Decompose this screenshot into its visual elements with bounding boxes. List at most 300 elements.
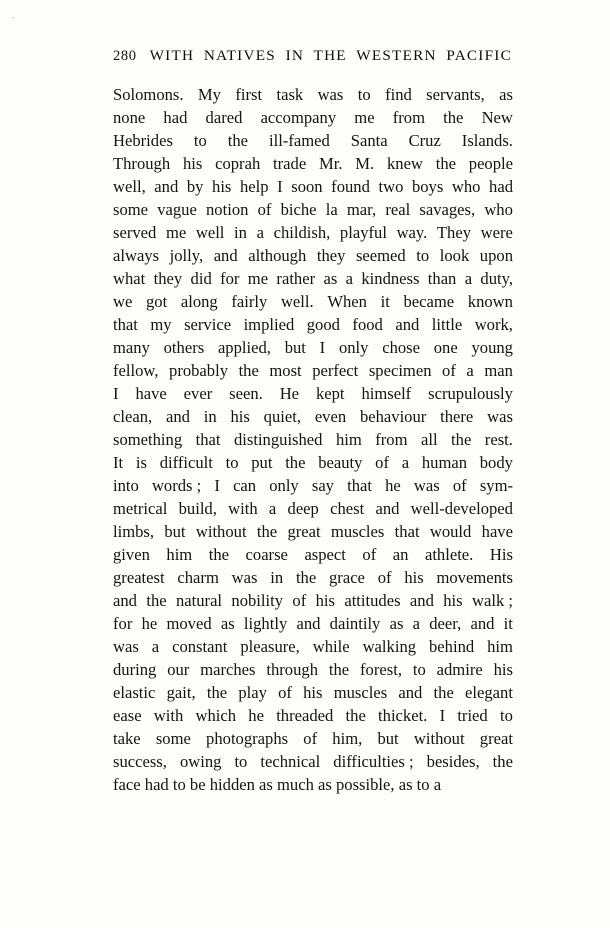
text-word: only bbox=[269, 476, 299, 495]
text-word: the bbox=[238, 361, 259, 380]
text-word: muscles bbox=[333, 683, 388, 702]
text-word: trade bbox=[273, 154, 307, 173]
text-word: with bbox=[153, 706, 184, 725]
text-word: moved bbox=[166, 614, 212, 633]
text-word: greatest bbox=[113, 568, 165, 587]
text-word: a bbox=[466, 361, 474, 380]
text-line bbox=[113, 474, 513, 497]
text-word: movements bbox=[436, 568, 513, 587]
text-word: me bbox=[247, 269, 269, 288]
text-word: as bbox=[220, 614, 235, 633]
text-word: there bbox=[440, 407, 474, 426]
text-line bbox=[113, 405, 513, 428]
text-word: Hebrides bbox=[113, 131, 173, 150]
text-word: playful bbox=[339, 223, 387, 242]
text-word: for bbox=[220, 269, 240, 288]
text-word: as bbox=[323, 269, 338, 288]
text-word: and bbox=[113, 591, 137, 610]
text-word: young bbox=[471, 338, 513, 357]
text-word: his bbox=[315, 591, 335, 610]
text-word: service bbox=[184, 315, 232, 334]
text-line: face had to be hidden as much as possible, as to a bbox=[113, 775, 442, 794]
text-word: through bbox=[266, 660, 318, 679]
text-line bbox=[113, 198, 513, 221]
text-word: a bbox=[412, 614, 420, 633]
text-line bbox=[113, 681, 513, 704]
text-word: have bbox=[481, 522, 513, 541]
text-word: forest, bbox=[360, 660, 402, 679]
text-word: was bbox=[231, 568, 258, 587]
text-word: boys bbox=[411, 177, 444, 196]
text-word: his bbox=[230, 407, 250, 426]
text-word: and bbox=[375, 499, 400, 518]
text-word: kindness bbox=[361, 269, 420, 288]
text-word: savages, bbox=[419, 200, 476, 219]
text-line bbox=[113, 451, 513, 474]
text-word: quiet, bbox=[263, 407, 301, 426]
text-word: have bbox=[135, 384, 167, 403]
text-word: of bbox=[278, 683, 292, 702]
text-word: human bbox=[421, 453, 468, 472]
text-word: accompany bbox=[260, 108, 337, 127]
text-word: seemed bbox=[355, 246, 406, 265]
text-word: M. bbox=[355, 154, 375, 173]
text-word: difficult bbox=[159, 453, 213, 472]
text-word: of bbox=[442, 361, 456, 380]
text-word: build, bbox=[178, 499, 217, 518]
text-word: deer, bbox=[429, 614, 462, 633]
text-word: a bbox=[464, 269, 473, 288]
text-word: chest bbox=[330, 499, 365, 518]
text-line bbox=[113, 382, 513, 405]
text-word: of bbox=[362, 545, 377, 564]
text-word: owing bbox=[179, 752, 222, 771]
text-word: servants, bbox=[426, 85, 485, 104]
text-word: pleasure, bbox=[240, 637, 300, 656]
text-word: to bbox=[499, 706, 513, 725]
text-word: take bbox=[113, 729, 141, 748]
text-word: than bbox=[427, 269, 457, 288]
text-line bbox=[113, 221, 513, 244]
text-line bbox=[113, 727, 513, 750]
text-word: tried bbox=[457, 706, 488, 725]
text-word: charm bbox=[177, 568, 219, 587]
text-word: what bbox=[113, 269, 146, 288]
text-word: as bbox=[389, 614, 404, 633]
text-word: Cruz bbox=[408, 131, 441, 150]
text-word: to bbox=[416, 246, 430, 265]
text-word: limbs, bbox=[113, 522, 155, 541]
text-word: of bbox=[377, 568, 392, 587]
text-word: into bbox=[113, 476, 139, 495]
text-line bbox=[113, 750, 513, 773]
text-word: from bbox=[375, 430, 408, 449]
text-word: and bbox=[395, 315, 420, 334]
text-line bbox=[113, 106, 513, 129]
text-word: but bbox=[377, 729, 399, 748]
text-word: during bbox=[113, 660, 157, 679]
text-word: scrupulously bbox=[428, 384, 513, 403]
text-word: He bbox=[279, 384, 300, 403]
text-word: threaded bbox=[276, 706, 334, 725]
text-word: duty, bbox=[480, 269, 513, 288]
text-word: his bbox=[182, 154, 203, 173]
text-word: difficulties ; bbox=[333, 752, 414, 771]
text-word: the bbox=[492, 752, 513, 771]
text-word: My bbox=[197, 85, 221, 104]
text-word: a bbox=[256, 223, 264, 242]
text-word: the bbox=[451, 430, 472, 449]
text-word: served bbox=[113, 223, 157, 242]
text-word: well, bbox=[113, 177, 146, 196]
text-word: and bbox=[409, 591, 434, 610]
text-line bbox=[113, 704, 513, 727]
text-word: well bbox=[195, 223, 225, 242]
text-word: with bbox=[228, 499, 258, 518]
body-text-block bbox=[113, 83, 513, 796]
text-word: great bbox=[479, 729, 513, 748]
text-word: kept bbox=[315, 384, 345, 403]
text-word: had bbox=[489, 177, 513, 196]
text-word: notion bbox=[206, 200, 249, 219]
text-word: of bbox=[375, 453, 389, 472]
text-word: constant bbox=[172, 637, 228, 656]
text-word: well. bbox=[280, 292, 314, 311]
text-word: say bbox=[311, 476, 334, 495]
text-word: way. bbox=[396, 223, 428, 242]
text-word: none bbox=[113, 108, 146, 127]
text-word: aspect bbox=[304, 545, 346, 564]
text-word: got bbox=[146, 292, 168, 311]
text-word: probably bbox=[169, 361, 229, 380]
text-line bbox=[113, 129, 513, 152]
text-word: fairly bbox=[231, 292, 268, 311]
text-word: given bbox=[113, 545, 150, 564]
text-word: to bbox=[412, 660, 426, 679]
text-word: It bbox=[113, 453, 124, 472]
text-word: the bbox=[295, 568, 317, 587]
text-word: but bbox=[284, 338, 306, 357]
text-word: I bbox=[319, 338, 326, 357]
text-word: well-developed bbox=[410, 499, 513, 518]
text-word: implied bbox=[243, 315, 295, 334]
text-word: I bbox=[214, 476, 220, 495]
text-word: some bbox=[155, 729, 191, 748]
text-word: words ; bbox=[151, 476, 202, 495]
text-word: himself bbox=[361, 384, 412, 403]
text-word: would bbox=[429, 522, 472, 541]
text-word: others bbox=[163, 338, 205, 357]
text-word: the bbox=[345, 706, 366, 725]
text-word: coprah bbox=[215, 154, 261, 173]
text-line bbox=[113, 566, 513, 589]
text-line bbox=[113, 635, 513, 658]
text-word: him bbox=[487, 637, 513, 656]
text-word: ill-famed bbox=[268, 131, 330, 150]
text-word: sym- bbox=[479, 476, 513, 495]
text-word: dared bbox=[205, 108, 243, 127]
text-word: although bbox=[248, 246, 307, 265]
text-word: applied, bbox=[217, 338, 271, 357]
text-word: me bbox=[354, 108, 375, 127]
text-word: His bbox=[489, 545, 513, 564]
text-word: something bbox=[113, 430, 183, 449]
text-word: the bbox=[208, 545, 230, 564]
text-word: success, bbox=[113, 752, 167, 771]
text-word: knew bbox=[386, 154, 423, 173]
text-line bbox=[113, 543, 513, 566]
text-word: to bbox=[234, 752, 248, 771]
text-word: Mr. bbox=[318, 154, 343, 173]
text-word: to bbox=[357, 85, 371, 104]
text-word: fellow, bbox=[113, 361, 159, 380]
text-word: first bbox=[235, 85, 263, 104]
text-word: was bbox=[413, 476, 440, 495]
text-word: his bbox=[493, 660, 513, 679]
text-word: chose bbox=[382, 338, 420, 357]
text-word: the bbox=[285, 453, 306, 472]
text-word: New bbox=[481, 108, 513, 127]
text-word: the bbox=[435, 154, 456, 173]
text-word: elastic bbox=[113, 683, 156, 702]
text-word: our bbox=[167, 660, 190, 679]
text-word: nobility bbox=[231, 591, 284, 610]
text-line bbox=[113, 267, 513, 290]
text-word: real bbox=[385, 200, 411, 219]
text-word: of bbox=[257, 200, 272, 219]
text-word: good bbox=[306, 315, 340, 334]
text-word: little bbox=[431, 315, 463, 334]
text-line bbox=[113, 336, 513, 359]
text-word: some bbox=[113, 200, 149, 219]
text-word: he bbox=[141, 614, 158, 633]
text-word: find bbox=[385, 85, 412, 104]
text-word: as bbox=[499, 85, 513, 104]
text-word: that bbox=[195, 430, 221, 449]
text-word: Santa bbox=[350, 131, 388, 150]
text-word: one bbox=[433, 338, 458, 357]
text-word: attitudes bbox=[344, 591, 401, 610]
text-word: When bbox=[327, 292, 367, 311]
text-word: distinguished bbox=[233, 430, 323, 449]
text-word: Solomons. bbox=[113, 85, 184, 104]
text-word: seen. bbox=[229, 384, 263, 403]
text-line bbox=[113, 290, 513, 313]
text-word: walking bbox=[362, 637, 417, 656]
text-word: without bbox=[195, 522, 247, 541]
text-line bbox=[113, 313, 513, 336]
text-word: that bbox=[394, 522, 420, 541]
text-word: mar, bbox=[346, 200, 377, 219]
text-word: childish, bbox=[273, 223, 331, 242]
text-word: clean, bbox=[113, 407, 153, 426]
text-word: admire bbox=[436, 660, 483, 679]
text-word: but bbox=[164, 522, 186, 541]
text-line bbox=[113, 520, 513, 543]
text-word: food bbox=[352, 315, 383, 334]
text-word: behind bbox=[429, 637, 475, 656]
text-word: and bbox=[470, 614, 495, 633]
text-word: it bbox=[503, 614, 513, 633]
text-word: for bbox=[113, 614, 133, 633]
text-line bbox=[113, 175, 513, 198]
text-word: without bbox=[413, 729, 465, 748]
text-word: people bbox=[468, 154, 513, 173]
text-line bbox=[113, 612, 513, 635]
text-word: besides, bbox=[426, 752, 480, 771]
text-word: his bbox=[303, 683, 323, 702]
running-head bbox=[113, 47, 512, 65]
text-word: the bbox=[328, 660, 350, 679]
text-word: work, bbox=[474, 315, 513, 334]
text-line bbox=[113, 244, 513, 267]
text-word: athlete. bbox=[424, 545, 474, 564]
text-word: look bbox=[439, 246, 470, 265]
text-line bbox=[113, 658, 513, 681]
text-line bbox=[113, 359, 513, 382]
text-word: while bbox=[312, 637, 350, 656]
text-word: is bbox=[135, 453, 147, 472]
text-word: natural bbox=[175, 591, 223, 610]
text-word: grace bbox=[329, 568, 365, 587]
text-word: two bbox=[378, 177, 404, 196]
text-word: most bbox=[269, 361, 302, 380]
text-word: the bbox=[443, 108, 464, 127]
text-word: in bbox=[270, 568, 284, 587]
text-word: who bbox=[451, 177, 481, 196]
text-word: ease bbox=[113, 706, 142, 725]
text-word: we bbox=[113, 292, 133, 311]
text-word: ever bbox=[183, 384, 213, 403]
text-word: many bbox=[113, 338, 150, 357]
text-word: his bbox=[212, 177, 232, 196]
text-word: coarse bbox=[245, 545, 288, 564]
text-word: muscles bbox=[330, 522, 385, 541]
text-word: and bbox=[154, 177, 179, 196]
text-word: metrical bbox=[113, 499, 168, 518]
text-word: became bbox=[403, 292, 455, 311]
text-word: he bbox=[385, 476, 401, 495]
page-number: 280 bbox=[113, 48, 137, 64]
text-word: body bbox=[479, 453, 513, 472]
text-word: in bbox=[234, 223, 247, 242]
text-word: Islands. bbox=[461, 131, 513, 150]
text-word: were bbox=[480, 223, 513, 242]
text-word: the bbox=[433, 683, 454, 702]
text-word: him bbox=[166, 545, 193, 564]
text-word: specimen bbox=[368, 361, 432, 380]
text-line bbox=[113, 428, 513, 451]
text-word: a bbox=[268, 499, 277, 518]
text-word: and bbox=[398, 683, 423, 702]
text-word: task bbox=[276, 85, 304, 104]
text-word: lightly bbox=[243, 614, 288, 633]
text-word: I bbox=[277, 177, 283, 196]
text-word: he bbox=[248, 706, 264, 725]
text-word: all bbox=[420, 430, 438, 449]
text-word: me bbox=[165, 223, 187, 242]
text-word: him, bbox=[332, 729, 363, 748]
text-word: great bbox=[287, 522, 321, 541]
text-word: to bbox=[193, 131, 207, 150]
text-word: that bbox=[113, 315, 138, 334]
text-word: I bbox=[439, 706, 446, 725]
text-word: was bbox=[487, 407, 513, 426]
text-word: in bbox=[203, 407, 217, 426]
text-word: soon bbox=[291, 177, 323, 196]
text-word: to bbox=[225, 453, 239, 472]
text-word: walk ; bbox=[471, 591, 513, 610]
text-word: was bbox=[113, 637, 139, 656]
text-word: had bbox=[163, 108, 188, 127]
text-word: him bbox=[335, 430, 362, 449]
text-line bbox=[113, 83, 513, 106]
text-line bbox=[113, 589, 513, 612]
text-word: of bbox=[452, 476, 467, 495]
text-word: was bbox=[317, 85, 344, 104]
text-word: only bbox=[338, 338, 369, 357]
text-word: even bbox=[314, 407, 347, 426]
text-word: the bbox=[206, 683, 228, 702]
text-word: man bbox=[484, 361, 513, 380]
text-word: his bbox=[443, 591, 463, 610]
text-word: a bbox=[401, 453, 410, 472]
text-word: help bbox=[239, 177, 269, 196]
text-word: rest. bbox=[484, 430, 513, 449]
text-word: jolly, bbox=[169, 246, 204, 265]
text-word: deep bbox=[287, 499, 319, 518]
text-word: did bbox=[190, 269, 212, 288]
text-word: from bbox=[392, 108, 425, 127]
text-word: thicket. bbox=[378, 706, 428, 725]
text-word: Through bbox=[113, 154, 171, 173]
text-word: of bbox=[303, 729, 318, 748]
text-word: found bbox=[331, 177, 370, 196]
text-word: biche bbox=[280, 200, 317, 219]
text-word: put bbox=[251, 453, 273, 472]
text-word: and bbox=[165, 407, 190, 426]
running-head-title: WITH NATIVES IN THE WESTERN PACIFIC bbox=[149, 47, 512, 64]
text-word: who bbox=[484, 200, 513, 219]
text-word: photographs bbox=[206, 729, 289, 748]
text-word: they bbox=[153, 269, 183, 288]
text-word: can bbox=[233, 476, 257, 495]
text-word: by bbox=[186, 177, 204, 196]
scan-speck bbox=[12, 17, 14, 19]
text-word: I bbox=[113, 384, 119, 403]
text-word: which bbox=[195, 706, 237, 725]
text-word: and bbox=[296, 614, 321, 633]
text-word: the bbox=[146, 591, 167, 610]
text-word: marches bbox=[200, 660, 256, 679]
text-word: an bbox=[392, 545, 409, 564]
text-word: it bbox=[380, 292, 390, 311]
text-word: play bbox=[238, 683, 267, 702]
text-word: beauty bbox=[318, 453, 363, 472]
text-line bbox=[113, 497, 513, 520]
text-word: perfect bbox=[312, 361, 359, 380]
text-word: and bbox=[213, 246, 238, 265]
text-word: rather bbox=[276, 269, 316, 288]
text-word: his bbox=[404, 568, 424, 587]
text-word: that bbox=[347, 476, 372, 495]
text-word: upon bbox=[479, 246, 513, 265]
text-word: technical bbox=[260, 752, 321, 771]
text-word: gait, bbox=[166, 683, 196, 702]
text-line bbox=[113, 152, 513, 175]
text-word: of bbox=[292, 591, 307, 610]
text-word: a bbox=[345, 269, 354, 288]
